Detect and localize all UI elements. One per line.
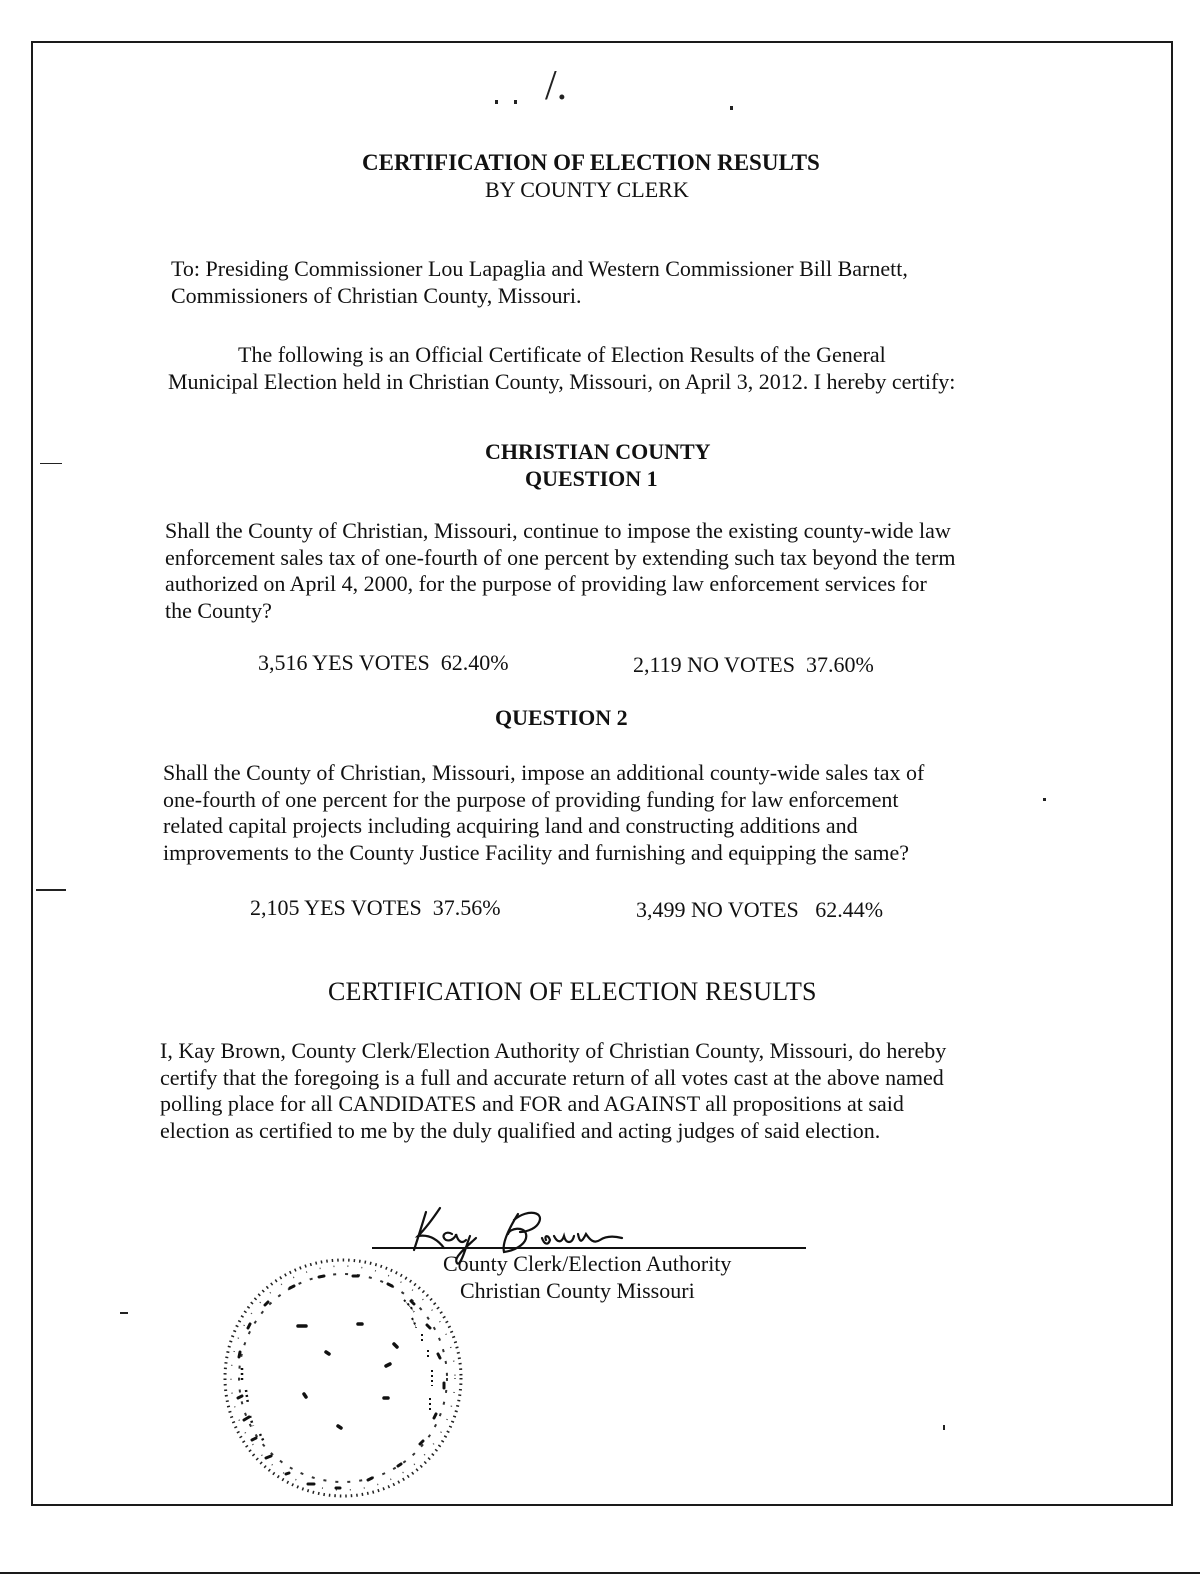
address-line: Commissioners of Christian County, Missouri. bbox=[171, 282, 582, 308]
question-heading: QUESTION 1 bbox=[525, 466, 658, 491]
intro-line: Municipal Election held in Christian County, Missouri, on April 3, 2012. I hereby certify: bbox=[168, 368, 956, 394]
question-line: enforcement sales tax of one-fourth of one percent by extending such tax beyond the term bbox=[165, 544, 956, 570]
page-title: CERTIFICATION OF ELECTION RESULTS bbox=[362, 150, 820, 175]
question-text bbox=[165, 518, 956, 624]
question-line: improvements to the County Justice Facility and furnishing and equipping the same? bbox=[163, 839, 910, 865]
page-edge-line bbox=[0, 1572, 1200, 1574]
question-heading: QUESTION 2 bbox=[495, 705, 628, 730]
question-line: authorized on April 4, 2000, for the purpose of providing law enforcement services for bbox=[165, 571, 927, 596]
scan-speck bbox=[1043, 798, 1046, 801]
page-subtitle: BY COUNTY CLERK bbox=[485, 177, 689, 202]
yes-votes: 2,105 YES VOTES 37.56% bbox=[250, 895, 501, 920]
certification-line: election as certified to me by the duly qualified and acting judges of said election. bbox=[160, 1117, 881, 1143]
question-line: the County? bbox=[165, 597, 272, 623]
no-votes: 3,499 NO VOTES 62.44% bbox=[636, 897, 884, 922]
scan-speck bbox=[120, 1312, 128, 1314]
scan-speck bbox=[40, 463, 62, 464]
scan-speck bbox=[730, 106, 733, 110]
scan-mark: /. bbox=[545, 63, 568, 109]
scan-speck bbox=[943, 1425, 945, 1430]
certification-line: certify that the foregoing is a full and accurate return of all votes cast at the above named bbox=[160, 1064, 944, 1090]
certification-line: polling place for all CANDIDATES and FOR and AGAINST all propositions at said bbox=[160, 1091, 904, 1116]
no-votes: 2,119 NO VOTES 37.60% bbox=[633, 652, 874, 677]
signer-title: County Clerk/Election Authority bbox=[443, 1251, 732, 1276]
yes-votes: 3,516 YES VOTES 62.40% bbox=[258, 650, 509, 675]
scan-speck bbox=[36, 889, 66, 891]
certification-text bbox=[160, 1038, 946, 1144]
scan-speck bbox=[495, 100, 498, 104]
question-line: Shall the County of Christian, Missouri, continue to impose the existing county-wide law bbox=[165, 518, 951, 543]
scan-speck bbox=[514, 100, 517, 104]
address-line: To: Presiding Commissioner Lou Lapaglia and Western Commissioner Bill Barnett, bbox=[171, 256, 908, 281]
intro-line: The following is an Official Certificate of Election Results of the General bbox=[238, 342, 886, 367]
question-line: related capital projects including acquiring land and constructing additions and bbox=[163, 813, 858, 838]
question-line: Shall the County of Christian, Missouri, impose an additional county-wide sales tax of bbox=[163, 760, 925, 785]
county-heading: CHRISTIAN COUNTY bbox=[485, 439, 711, 464]
signer-county: Christian County Missouri bbox=[460, 1278, 695, 1303]
certification-heading: CERTIFICATION OF ELECTION RESULTS bbox=[328, 977, 817, 1006]
question-text bbox=[163, 760, 924, 866]
county-seal-stamp bbox=[208, 1248, 478, 1508]
certification-line: I, Kay Brown, County Clerk/Election Authority of Christian County, Missouri, do hereby bbox=[160, 1038, 947, 1063]
question-line: one-fourth of one percent for the purpose of providing funding for law enforcement bbox=[163, 786, 899, 812]
intro-block bbox=[168, 342, 955, 395]
address-block bbox=[171, 256, 908, 309]
